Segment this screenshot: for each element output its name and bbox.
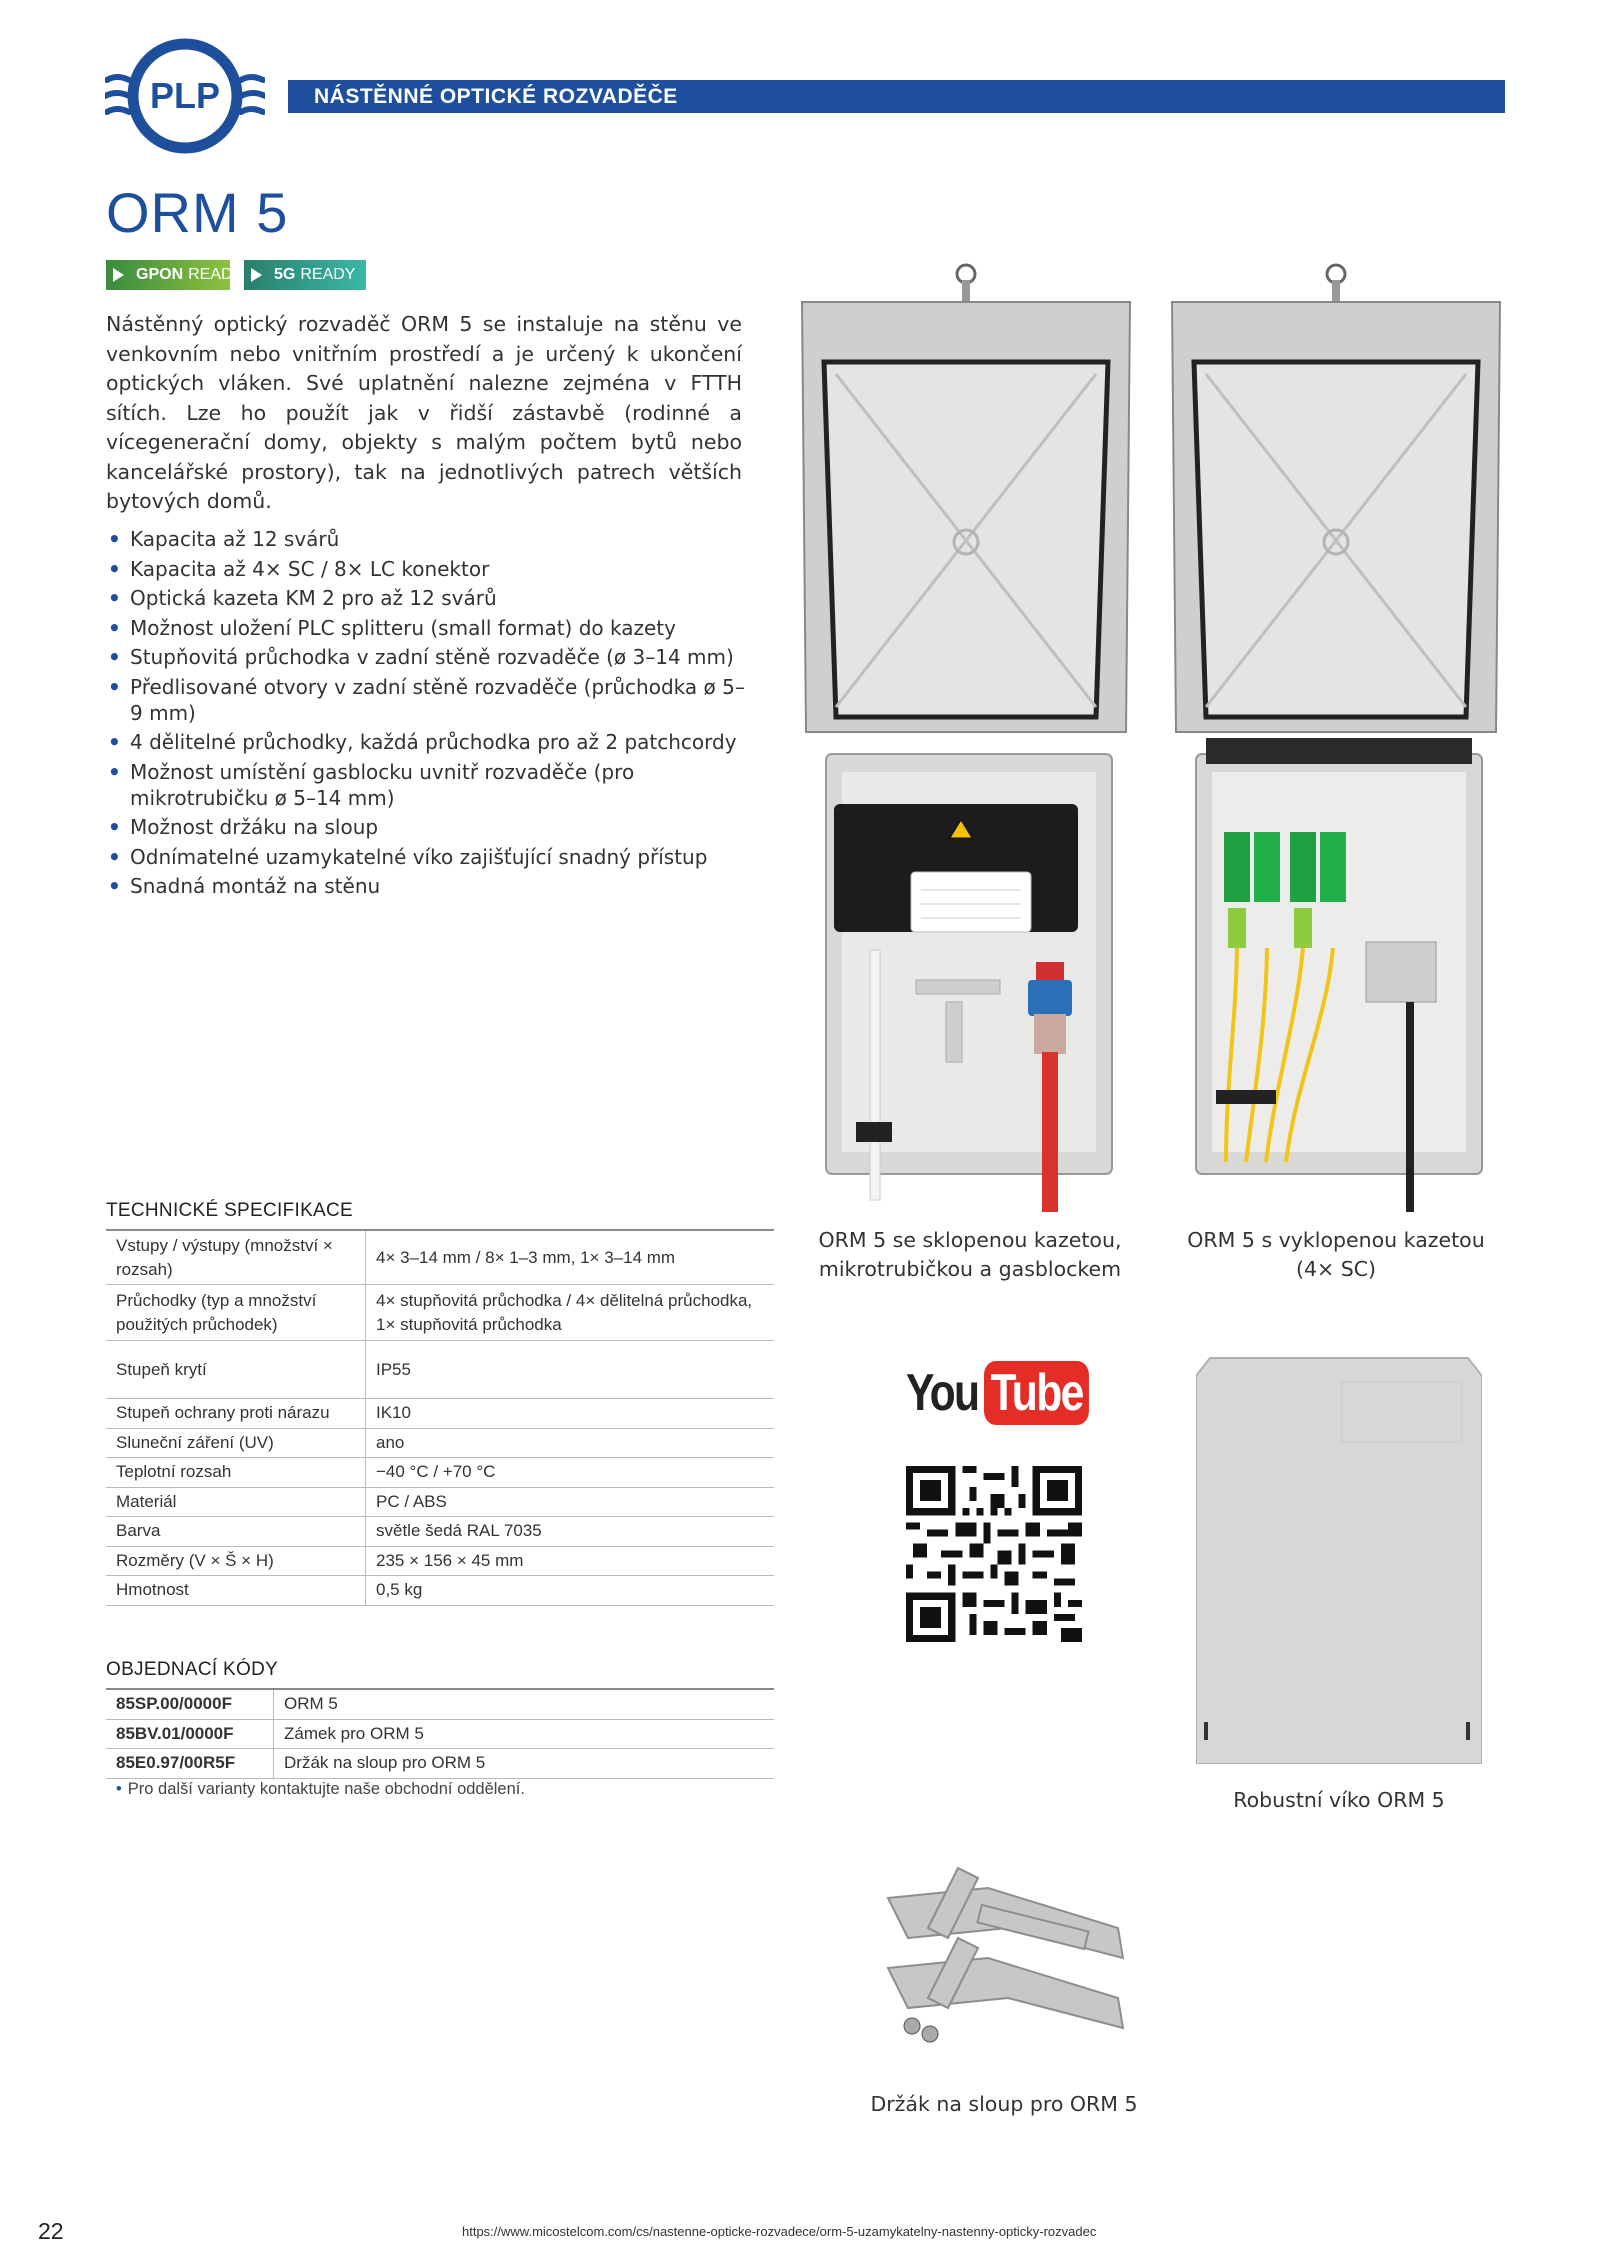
- qr-code[interactable]: [906, 1466, 1082, 1642]
- order-code: 85E0.97/00R5F: [106, 1749, 274, 1778]
- intro-text: Nástěnný optický rozvaděč ORM 5 se instaluje na stěnu ve venkovním nebo vnitřním prostředí a je určený k ukončení optických vláken. Své uplatnění nalezne zejména v FTTH sítích. Lze ho použít jak v řidší zástavbě (rodinné a vícegenerační domy, objekty s malým počtem bytů nebo kancelářské prostory), tak na jednotlivých patrech větších bytových domů.: [106, 312, 742, 513]
- table-row: [106, 1690, 774, 1720]
- table-row: [106, 1429, 774, 1459]
- order-code: 85BV.01/0000F: [106, 1720, 274, 1749]
- play-triangle-icon: [251, 268, 262, 282]
- gpon-ready-badge: [106, 260, 244, 290]
- photo-orm5-sc-adapters: [1166, 262, 1506, 1212]
- caption-photo-1: ORM 5 se sklopenou kazetou, mikrotrubičkou a gasblockem: [818, 1228, 1122, 1281]
- spec-value: PC / ABS: [376, 1491, 447, 1511]
- badge-bold: 5G: [274, 266, 296, 283]
- youtube-logo[interactable]: [906, 1356, 1088, 1430]
- spec-key: Stupeň krytí: [106, 1341, 366, 1398]
- feature-item: • Kapacita až 12 svárů: [106, 526, 756, 552]
- youtube-you: You: [906, 1364, 979, 1422]
- badge-bold: GPON: [136, 266, 184, 283]
- spec-key: Barva: [106, 1517, 366, 1546]
- spec-key: Sluneční záření (UV): [106, 1429, 366, 1458]
- order-note: • Pro další varianty kontaktujte naše obchodní oddělení.: [116, 1780, 525, 1799]
- badge-text: READY: [188, 266, 244, 283]
- feature-item: • Snadná montáž na stěnu: [106, 873, 756, 899]
- feature-item: • Odnímatelné uzamykatelné víko zajišťující snadný přístup: [106, 844, 756, 870]
- order-desc: Držák na sloup pro ORM 5: [284, 1753, 486, 1773]
- feature-item: • Možnost umístění gasblocku uvnitř rozvaděče (pro mikrotrubičku ø 5–14 mm): [106, 759, 756, 811]
- category-banner: [288, 80, 1505, 113]
- spec-key: Vstupy / výstupy (množství × rozsah): [106, 1231, 366, 1284]
- order-desc: Zámek pro ORM 5: [284, 1723, 424, 1743]
- spec-key: Průchodky (typ a množství použitých průchodek): [106, 1285, 366, 1340]
- caption-lid: Robustní víko ORM 5: [1233, 1788, 1445, 1812]
- feature-list: [106, 526, 756, 903]
- table-row: [106, 1341, 774, 1399]
- order-code: 85SP.00/0000F: [106, 1690, 274, 1719]
- table-row: [106, 1231, 774, 1285]
- spec-value: světle šedá RAL 7035: [376, 1521, 542, 1541]
- spec-value: IP55: [376, 1359, 411, 1379]
- spec-key: Stupeň ochrany proti nárazu: [106, 1399, 366, 1428]
- spec-value: 0,5 kg: [376, 1580, 423, 1600]
- footer-url-link[interactable]: https://www.micostelcom.com/cs/nastenne-opticke-rozvadece/orm-5-uzamykatelny-nastenny-opticky-rozvadec: [462, 2224, 1097, 2239]
- spec-value: IK10: [376, 1403, 411, 1423]
- feature-item: • Stupňovitá průchodka v zadní stěně rozvaděče (ø 3–14 mm): [106, 644, 756, 670]
- page-number: 22: [38, 2218, 64, 2244]
- spec-value: ano: [376, 1432, 405, 1452]
- table-row: [106, 1399, 774, 1429]
- order-section-title: OBJEDNACÍ KÓDY: [106, 1659, 279, 1680]
- youtube-tube: Tube: [984, 1361, 1089, 1425]
- feature-item: • Možnost uložení PLC splitteru (small format) do kazety: [106, 615, 756, 641]
- spec-key: Materiál: [106, 1488, 366, 1517]
- spec-value: 4× stupňovitá průchodka / 4× dělitelná průchodka, 1× stupňovitá průchodka: [376, 1290, 753, 1334]
- table-row: [106, 1576, 774, 1606]
- table-row: [106, 1547, 774, 1577]
- spec-key: Rozměry (V × Š × H): [106, 1547, 366, 1576]
- feature-item: • Předlisované otvory v zadní stěně rozvaděče (průchodka ø 5–9 mm): [106, 674, 756, 726]
- table-row: [106, 1517, 774, 1547]
- table-row: [106, 1488, 774, 1518]
- order-codes-table: [106, 1688, 774, 1779]
- photo-pole-holder: [868, 1858, 1138, 2058]
- table-row: [106, 1285, 774, 1341]
- ready-badges: [106, 260, 366, 290]
- plp-logo: [105, 38, 265, 154]
- table-row: [106, 1458, 774, 1488]
- spec-value: 235 × 156 × 45 mm: [376, 1550, 524, 1570]
- logo-text: PLP: [149, 75, 221, 116]
- spec-section-title: TECHNICKÉ SPECIFIKACE: [106, 1200, 354, 1221]
- play-triangle-icon: [113, 268, 124, 282]
- badge-text: READY: [300, 266, 356, 283]
- feature-item: • Optická kazeta KM 2 pro až 12 svárů: [106, 585, 756, 611]
- table-row: [106, 1720, 774, 1750]
- category-title: NÁSTĚNNÉ OPTICKÉ ROZVADĚČE: [314, 85, 678, 108]
- spec-value: −40 °C / +70 °C: [376, 1462, 496, 1482]
- product-title: ORM 5: [106, 181, 289, 244]
- order-desc: ORM 5: [284, 1694, 338, 1714]
- table-row: [106, 1749, 774, 1779]
- spec-value: 4× 3–14 mm / 8× 1–3 mm, 1× 3–14 mm: [376, 1247, 676, 1267]
- photo-robust-lid: [1196, 1352, 1482, 1764]
- feature-item: • Kapacita až 4× SC / 8× LC konektor: [106, 556, 756, 582]
- feature-item: • Možnost držáku na sloup: [106, 814, 756, 840]
- caption-photo-2: ORM 5 s vyklopenou kazetou (4× SC): [1187, 1228, 1485, 1281]
- photo-orm5-cassette-microduct: [796, 262, 1136, 1212]
- spec-table: [106, 1229, 774, 1606]
- spec-key: Hmotnost: [106, 1576, 366, 1605]
- caption-holder: Držák na sloup pro ORM 5: [870, 2092, 1138, 2116]
- spec-key: Teplotní rozsah: [106, 1458, 366, 1487]
- 5g-ready-badge: [244, 260, 366, 290]
- feature-item: • 4 dělitelné průchodky, každá průchodka pro až 2 patchcordy: [106, 729, 756, 755]
